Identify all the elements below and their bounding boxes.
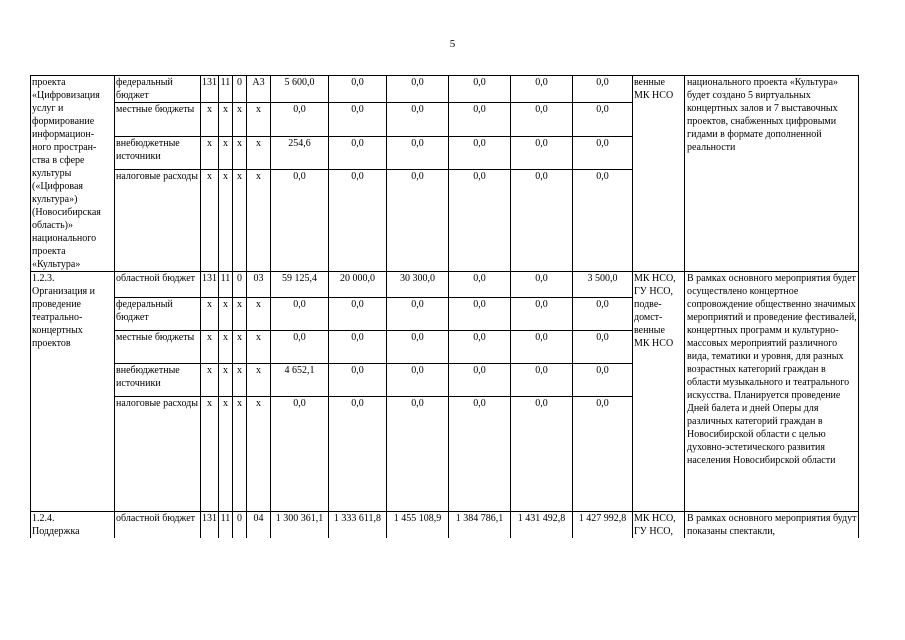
amount-year-2: 0,0 (329, 397, 387, 512)
amount-year-1: 0,0 (271, 331, 329, 364)
code-pp: х (233, 136, 247, 170)
amount-year-1: 254,6 (271, 136, 329, 170)
code-pp: х (233, 397, 247, 512)
measure-name: проекта «Цифровизация услуг и формирование информацион-ного простран-ства в сфере культуры («Цифровая культура») (Новосибирская область)» национального проекта «Культура» (32, 77, 101, 270)
result-description: В рамках основного мероприятия будет осуществлено концертное сопровождение общественно значимых мероприятий и проведение фестивалей, концертных программ и культурно-массовых мероприятий различного вида, тематики и уровня, для разных возрастных категорий граждан в области музыкального и театрального искусства. Планируется проведение Дней балета и дней Оперы для различных категорий граждан в Новосибирской области с целью духовно-эстетического развития населения Новосибирской области (685, 272, 859, 512)
amount-year-2: 20 000,0 (329, 272, 387, 298)
code-grbs: х (201, 364, 219, 397)
amount-year-4: 0,0 (449, 331, 511, 364)
code-pp: 0 (233, 272, 247, 298)
code-gp: х (219, 298, 233, 331)
amount-year-3: 0,0 (387, 170, 449, 272)
code-gp: х (219, 331, 233, 364)
code-grbs: х (201, 103, 219, 137)
code-pp: х (233, 170, 247, 272)
amount-year-4: 0,0 (449, 136, 511, 170)
amount-year-6: 0,0 (573, 103, 633, 137)
table-row (31, 76, 859, 103)
amount-year-5: 0,0 (511, 331, 573, 364)
code-grbs: х (201, 397, 219, 512)
amount-year-1: 0,0 (271, 298, 329, 331)
section-number: 1.2.4. (32, 513, 55, 524)
amount-year-1: 0,0 (271, 397, 329, 512)
amount-year-1: 0,0 (271, 170, 329, 272)
amount-year-5: 0,0 (511, 136, 573, 170)
code-om: х (247, 397, 271, 512)
code-om: х (247, 136, 271, 170)
code-om: х (247, 170, 271, 272)
funding-source: областной бюджет (115, 512, 201, 539)
amount-year-6: 1 427 992,8 (573, 512, 633, 539)
code-gp: 11 (219, 512, 233, 539)
amount-year-4: 1 384 786,1 (449, 512, 511, 539)
code-pp: 0 (233, 76, 247, 103)
code-grbs: х (201, 170, 219, 272)
amount-year-3: 0,0 (387, 136, 449, 170)
code-grbs: 131 (201, 512, 219, 539)
amount-year-5: 0,0 (511, 364, 573, 397)
executor-cell: венные МК НСО (633, 76, 685, 272)
code-grbs: х (201, 331, 219, 364)
amount-year-4: 0,0 (449, 397, 511, 512)
code-pp: х (233, 331, 247, 364)
amount-year-3: 0,0 (387, 103, 449, 137)
funding-source: местные бюджеты (115, 103, 201, 137)
code-gp: х (219, 136, 233, 170)
code-om: х (247, 331, 271, 364)
amount-year-4: 0,0 (449, 364, 511, 397)
code-pp: х (233, 364, 247, 397)
amount-year-3: 0,0 (387, 76, 449, 103)
funding-source: внебюджетные источники (115, 136, 201, 170)
amount-year-4: 0,0 (449, 103, 511, 137)
code-pp: 0 (233, 512, 247, 539)
executor-cell: МК НСО, ГУ НСО, (633, 512, 685, 539)
code-pp: х (233, 298, 247, 331)
code-gp: х (219, 170, 233, 272)
executor-cell: МК НСО, ГУ НСО, подве-домст-венные МК НСО (633, 272, 685, 512)
code-gp: 11 (219, 272, 233, 298)
code-gp: х (219, 364, 233, 397)
amount-year-1: 1 300 361,1 (271, 512, 329, 539)
budget-table (30, 75, 859, 538)
code-gp: х (219, 397, 233, 512)
amount-year-5: 0,0 (511, 272, 573, 298)
code-om: х (247, 364, 271, 397)
funding-source: налоговые расходы (115, 397, 201, 512)
amount-year-3: 0,0 (387, 397, 449, 512)
amount-year-2: 0,0 (329, 298, 387, 331)
code-om: х (247, 103, 271, 137)
amount-year-2: 0,0 (329, 76, 387, 103)
amount-year-6: 0,0 (573, 136, 633, 170)
code-om: А3 (247, 76, 271, 103)
result-description: национального проекта «Культура» будет создано 5 виртуальных концертных залов и 7 выставочных проектов, снабженных цифровыми гидами в формате дополненной реальности (685, 76, 859, 272)
amount-year-3: 0,0 (387, 298, 449, 331)
amount-year-6: 0,0 (573, 76, 633, 103)
funding-source: местные бюджеты (115, 331, 201, 364)
amount-year-5: 0,0 (511, 76, 573, 103)
amount-year-4: 0,0 (449, 170, 511, 272)
amount-year-3: 30 300,0 (387, 272, 449, 298)
funding-source: федеральный бюджет (115, 298, 201, 331)
section-number: 1.2.3. (32, 273, 55, 284)
amount-year-6: 0,0 (573, 298, 633, 331)
funding-source: федеральный бюджет (115, 76, 201, 103)
amount-year-6: 0,0 (573, 170, 633, 272)
amount-year-1: 4 652,1 (271, 364, 329, 397)
amount-year-2: 0,0 (329, 103, 387, 137)
amount-year-4: 0,0 (449, 298, 511, 331)
amount-year-6: 3 500,0 (573, 272, 633, 298)
amount-year-5: 0,0 (511, 170, 573, 272)
amount-year-4: 0,0 (449, 76, 511, 103)
code-grbs: х (201, 298, 219, 331)
amount-year-5: 0,0 (511, 397, 573, 512)
amount-year-5: 0,0 (511, 103, 573, 137)
amount-year-6: 0,0 (573, 364, 633, 397)
amount-year-2: 0,0 (329, 170, 387, 272)
amount-year-3: 0,0 (387, 331, 449, 364)
amount-year-5: 1 431 492,8 (511, 512, 573, 539)
measure-name: Организация и проведение театрально-концертных проектов (32, 286, 96, 349)
measure-name-cell (31, 272, 115, 512)
amount-year-2: 0,0 (329, 136, 387, 170)
measure-name-cell (31, 76, 115, 272)
amount-year-2: 1 333 611,8 (329, 512, 387, 539)
measure-name: Поддержка (32, 526, 80, 537)
amount-year-3: 1 455 108,9 (387, 512, 449, 539)
code-gp: 11 (219, 76, 233, 103)
code-grbs: 131 (201, 272, 219, 298)
code-om: х (247, 298, 271, 331)
code-gp: х (219, 103, 233, 137)
page-number: 5 (449, 38, 456, 50)
measure-name-cell (31, 512, 115, 539)
code-pp: х (233, 103, 247, 137)
amount-year-5: 0,0 (511, 298, 573, 331)
amount-year-1: 0,0 (271, 103, 329, 137)
result-description: В рамках основного мероприятия будут показаны спектакли, (685, 512, 859, 539)
amount-year-6: 0,0 (573, 331, 633, 364)
funding-source: налоговые расходы (115, 170, 201, 272)
funding-source: областной бюджет (115, 272, 201, 298)
amount-year-6: 0,0 (573, 397, 633, 512)
amount-year-2: 0,0 (329, 331, 387, 364)
table-row (31, 272, 859, 298)
code-grbs: х (201, 136, 219, 170)
code-grbs: 131 (201, 76, 219, 103)
table-row (31, 512, 859, 539)
code-om: 03 (247, 272, 271, 298)
amount-year-3: 0,0 (387, 364, 449, 397)
amount-year-2: 0,0 (329, 364, 387, 397)
code-om: 04 (247, 512, 271, 539)
amount-year-1: 5 600,0 (271, 76, 329, 103)
amount-year-1: 59 125,4 (271, 272, 329, 298)
amount-year-4: 0,0 (449, 272, 511, 298)
funding-source: внебюджетные источники (115, 364, 201, 397)
